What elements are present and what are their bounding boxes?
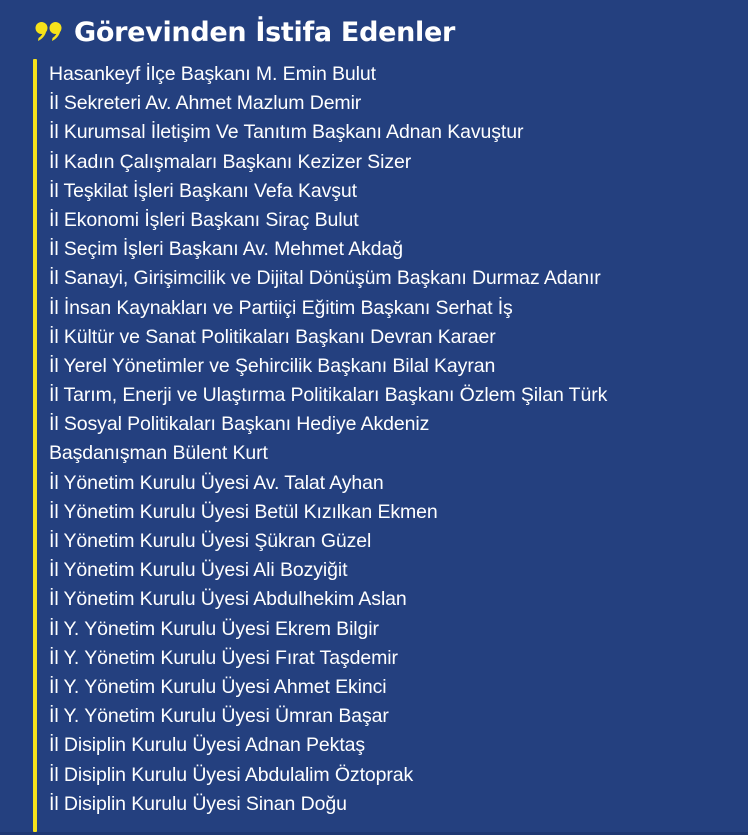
list-item: İl İnsan Kaynakları ve Partiiçi Eğitim Başkanı Serhat İş	[49, 296, 513, 319]
resignation-list	[49, 60, 607, 819]
list-item: İl Y. Yönetim Kurulu Üyesi Ahmet Ekinci	[49, 675, 387, 698]
list-item: İl Ekonomi İşleri Başkanı Siraç Bulut	[49, 208, 359, 231]
list-item: İl Disiplin Kurulu Üyesi Abdulalim Öztoprak	[49, 763, 414, 786]
list-item: İl Kurumsal İletişim Ve Tanıtım Başkanı Adnan Kavuştur	[49, 121, 524, 144]
list-item: İl Y. Yönetim Kurulu Üyesi Ümran Başar	[49, 705, 389, 728]
list-item: İl Y. Yönetim Kurulu Üyesi Ekrem Bilgir	[49, 617, 379, 640]
list-item: İl Kültür ve Sanat Politikaları Başkanı Devran Karaer	[49, 325, 496, 348]
list-item: İl Yönetim Kurulu Üyesi Betül Kızılkan Ekmen	[49, 500, 438, 523]
list-item: İl Y. Yönetim Kurulu Üyesi Fırat Taşdemir	[49, 646, 398, 669]
list-item: İl Yerel Yönetimler ve Şehircilik Başkanı Bilal Kayran	[49, 354, 496, 377]
list-item: Hasankeyf İlçe Başkanı M. Emin Bulut	[49, 63, 376, 85]
list-item: Başdanışman Bülent Kurt	[49, 442, 268, 465]
list-item: İl Yönetim Kurulu Üyesi Av. Talat Ayhan	[49, 471, 384, 494]
list-item: İl Sekreteri Av. Ahmet Mazlum Demir	[49, 92, 362, 115]
list-item: İl Disiplin Kurulu Üyesi Sinan Doğu	[49, 792, 347, 815]
list-item: İl Sanayi, Girişimcilik ve Dijital Dönüşüm Başkanı Durmaz Adanır	[49, 267, 601, 290]
list-item: İl Yönetim Kurulu Üyesi Ali Bozyiğit	[49, 559, 348, 582]
list-item: İl Disiplin Kurulu Üyesi Adnan Pektaş	[49, 734, 366, 757]
list-item: İl Seçim İşleri Başkanı Av. Mehmet Akdağ	[49, 238, 404, 261]
list-item: İl Teşkilat İşleri Başkanı Vefa Kavşut	[49, 179, 357, 202]
list-item: İl Yönetim Kurulu Üyesi Şükran Güzel	[49, 530, 372, 552]
quote-icon	[34, 17, 64, 47]
list-item: İl Kadın Çalışmaları Başkanı Kezizer Sizer	[49, 150, 412, 173]
page-title: Görevinden İstifa Edenler	[74, 16, 456, 48]
header	[34, 12, 455, 52]
list-item: İl Yönetim Kurulu Üyesi Abdulhekim Aslan	[49, 588, 407, 611]
accent-bar	[33, 59, 37, 832]
list-item: İl Sosyal Politikaları Başkanı Hediye Akdeniz	[49, 413, 430, 436]
list-item: İl Tarım, Enerji ve Ulaştırma Politikaları Başkanı Özlem Şilan Türk	[49, 384, 608, 407]
